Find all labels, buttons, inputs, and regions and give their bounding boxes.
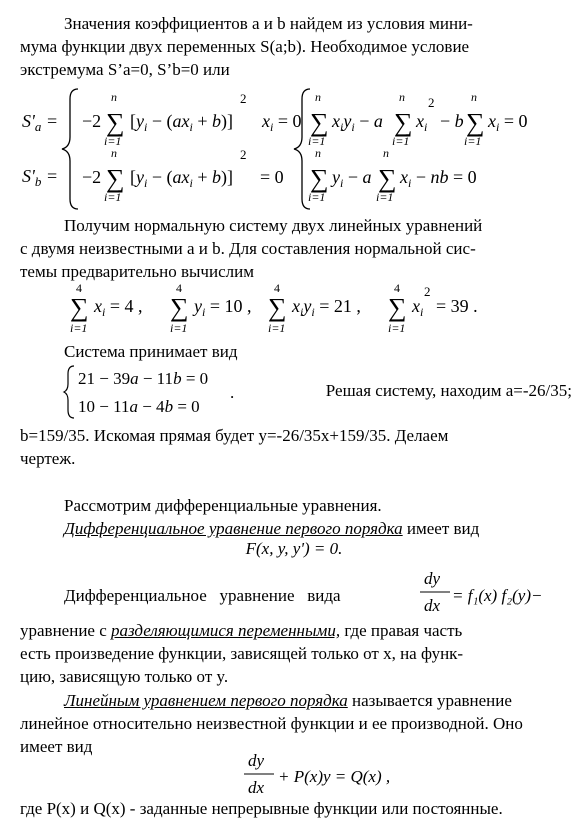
svg-text:4: 4 — [176, 281, 182, 295]
svg-text:xi: $x_i$ — [416, 111, 428, 134]
para3-line1: Система принимает вид — [64, 342, 238, 361]
svg-text:∑: ∑ — [388, 293, 407, 322]
para2-line2: с двумя неизвестными a и b. Для составления нормальной сис- — [20, 239, 476, 258]
para3-line3: чертеж. — [20, 449, 76, 468]
para5-line2: уравнение с разделяющимися переменными, где правая часть — [20, 621, 463, 640]
term-linear-first-order: Линейным уравнением первого порядка — [64, 691, 348, 710]
para4-line1: Рассмотрим дифференциальные уравнения. — [64, 496, 382, 515]
svg-text:−2: −2 — [82, 167, 102, 187]
para6-line3: имеет вид — [20, 737, 93, 756]
svg-text:21 − 39a − 11b = 0: 21 − 39a − 11b = 0 — [78, 369, 209, 388]
svg-text:xi − nb = 0: $x_i$ − nb = 0 — [400, 167, 477, 190]
svg-text:n: n — [111, 90, 117, 104]
svg-text:n: n — [399, 90, 405, 104]
svg-text:− b: − b — [440, 111, 464, 131]
svg-text:4: 4 — [76, 281, 82, 295]
svg-text:n: n — [315, 146, 321, 160]
svg-text:yi = 10 ,: $y_i = 10$ , — [194, 296, 252, 319]
svg-text:xi: $x_i$ — [412, 296, 424, 319]
formula-first-order: F(x, y, y') = 0. — [245, 539, 343, 558]
svg-text:i=1: i=1 — [392, 134, 410, 148]
svg-text:2: 2 — [424, 284, 431, 299]
svg-text:n: n — [315, 90, 321, 104]
svg-text:∑: ∑ — [70, 293, 89, 322]
sa-label: $S'_a$ = — [22, 111, 59, 134]
svg-text:∑: ∑ — [310, 108, 329, 137]
svg-text:= 0: = 0 — [260, 167, 284, 187]
para3-line2: b=159/35. Искомая прямая будет y=-26/35x+159/35. Делаем — [20, 426, 449, 445]
svg-text:[yi − (axi + b)]: $[y_i - (ax_i + b)]$ — [130, 167, 233, 190]
term-first-order-de: Дифференциальное уравнение первого порядка — [64, 519, 403, 538]
svg-text:dy: dy — [424, 569, 441, 588]
svg-text:xi = 0: $x_i = 0$ — [488, 111, 528, 134]
dy-dx-fraction-2 — [242, 748, 282, 798]
para5-line4: цию, зависящую только от y. — [20, 667, 229, 686]
svg-text:i=1: i=1 — [268, 321, 286, 335]
svg-text:xi = 0: $x_i = 0$ — [262, 111, 302, 134]
extremum-system — [0, 85, 588, 215]
svg-text:4: 4 — [394, 281, 400, 295]
svg-text:[yi − (axi + b)]: $[y_i - (ax_i + b)]$ — [130, 111, 233, 134]
svg-text:∑: ∑ — [106, 108, 125, 137]
para5-line3: есть произведение функции, зависящей только от x, на функ- — [20, 644, 464, 663]
para6-line4: где P(x) и Q(x) - заданные непрерывные функции или постоянные. — [20, 799, 503, 818]
svg-text:i=1: i=1 — [308, 134, 326, 148]
para6-line1: Линейным уравнением первого порядка называется уравнение — [64, 691, 512, 710]
svg-text:2: 2 — [428, 95, 435, 110]
left-brace — [62, 89, 78, 209]
svg-text:4: 4 — [274, 281, 280, 295]
para5-line1: Дифференциальное уравнение вида — [64, 586, 341, 605]
svg-text:i=1: i=1 — [388, 321, 406, 335]
sb-label: $S'_b$ = — [22, 166, 59, 189]
svg-text:xiyi − a: $x_iy_i - a$ — [332, 111, 383, 134]
para1-line3: экстремума S’a=0, S’b=0 или — [20, 60, 230, 79]
svg-text:i=1: i=1 — [464, 134, 482, 148]
svg-text:i=1: i=1 — [70, 321, 88, 335]
svg-text:n: n — [383, 146, 389, 160]
svg-text:xiyi = 21 ,: $x_iy_i = 21$ , — [292, 296, 361, 319]
eq1-left: −2 — [82, 111, 102, 131]
svg-text:∑: ∑ — [394, 108, 413, 137]
para2-line1: Получим нормальную систему двух линейных уравнений — [64, 216, 483, 235]
para2-line3: темы предварительно вычислим — [20, 262, 254, 281]
svg-text:∑: ∑ — [378, 164, 397, 193]
svg-text:= 39 .: = 39 . — [436, 296, 478, 316]
para1-line2: мума функции двух переменных S(a;b). Необходимое условие — [20, 37, 470, 56]
para1-line1: Значения коэффициентов a и b найдем из условия мини- — [64, 14, 473, 33]
svg-text:dx: dx — [248, 778, 265, 797]
svg-text:i=1: i=1 — [308, 190, 326, 204]
para4-line2: Дифференциальное уравнение первого порядка имеет вид — [64, 519, 480, 538]
para6-line2: линейное относительно неизвестной функции и ее производной. Оно — [20, 714, 523, 733]
svg-text:∑: ∑ — [268, 293, 287, 322]
svg-text:i=1: i=1 — [104, 134, 122, 148]
svg-text:10 − 11a − 4b = 0: 10 − 11a − 4b = 0 — [78, 397, 200, 416]
svg-text:i=1: i=1 — [104, 190, 122, 204]
svg-text:xi = 4 ,: $x_i = 4$ , — [94, 296, 143, 319]
svg-text:yi − a: $y_i - a$ — [332, 167, 372, 190]
svg-text:2: 2 — [240, 147, 247, 162]
svg-text:n: n — [471, 90, 477, 104]
svg-text:2: 2 — [240, 91, 247, 106]
svg-text:n: n — [111, 146, 117, 160]
term-separable: разделяющимися переменными, — [111, 621, 341, 640]
separable-rhs: = f₁(x) f₂(y)− — [452, 586, 543, 605]
svg-text:∑: ∑ — [106, 164, 125, 193]
para3-after: Решая систему, находим a=-26/35; — [325, 381, 572, 400]
svg-text:∑: ∑ — [310, 164, 329, 193]
svg-text:∑: ∑ — [466, 108, 485, 137]
svg-text:i=1: i=1 — [376, 190, 394, 204]
sums-row — [0, 282, 588, 338]
svg-text:dx: dx — [424, 596, 441, 615]
svg-text:dy: dy — [248, 751, 265, 770]
svg-text:∑: ∑ — [170, 293, 189, 322]
svg-text:i=1: i=1 — [170, 321, 188, 335]
linear-formula-rest: + P(x)y = Q(x) , — [278, 767, 391, 786]
svg-text:.: . — [230, 383, 235, 402]
